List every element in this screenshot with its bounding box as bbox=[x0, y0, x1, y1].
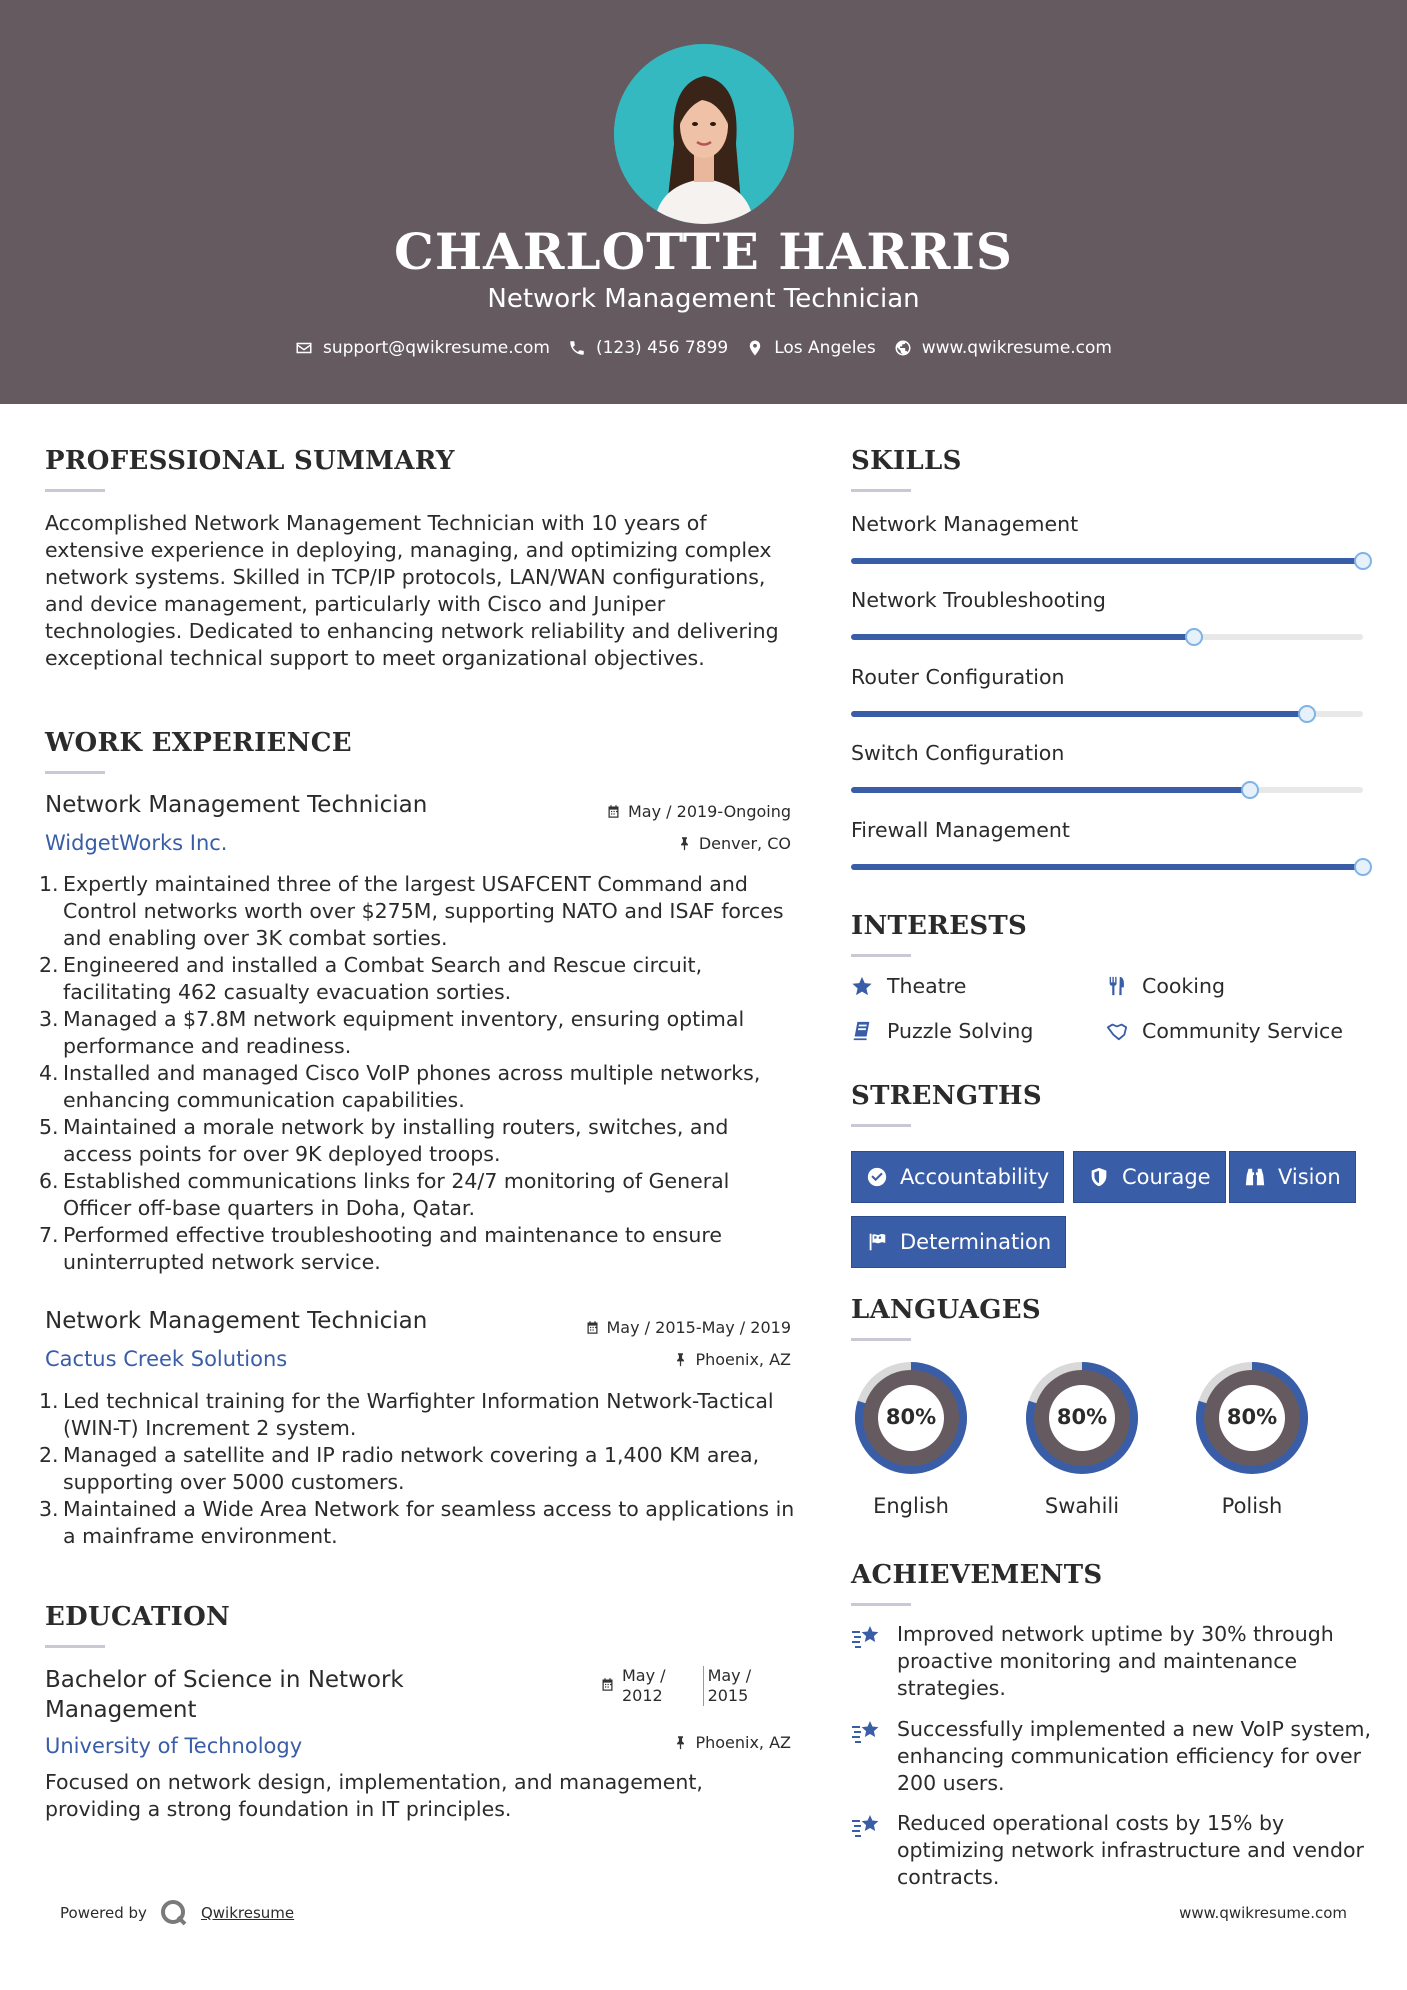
achievement-text: Successfully implemented a new VoIP system, enhancing communication efficiency for over 200 users. bbox=[897, 1717, 1372, 1795]
skill-label: Router Configuration bbox=[851, 665, 1065, 689]
contact-location-text: Los Angeles bbox=[774, 338, 876, 358]
language-name: Polish bbox=[1221, 1494, 1283, 1518]
interest-label: Community Service bbox=[1142, 1019, 1343, 1043]
skill-bar bbox=[851, 864, 1363, 870]
skills-divider bbox=[851, 489, 911, 492]
envelope-icon bbox=[295, 339, 313, 357]
education-end-month: May / bbox=[707, 1666, 752, 1685]
education-dates bbox=[600, 1666, 751, 1706]
contact-email[interactable] bbox=[295, 338, 550, 358]
summary-divider bbox=[45, 489, 105, 492]
utensils-icon bbox=[1106, 975, 1128, 997]
job-2-date bbox=[585, 1318, 792, 1337]
qwikresume-logo-icon bbox=[159, 1898, 189, 1928]
job-1-bullets bbox=[39, 871, 797, 1276]
language-percent: 80% bbox=[1056, 1405, 1108, 1429]
education-degree-line-1: Bachelor of Science in Network bbox=[45, 1667, 404, 1693]
list-item: 2. Managed a satellite and IP radio network covering a 1,400 KM area, supporting over 5000 customers. bbox=[39, 1443, 760, 1494]
list-item: 5. Maintained a morale network by installing routers, switches, and access points for over 9K deployed troops. bbox=[39, 1115, 729, 1166]
contact-location bbox=[746, 338, 876, 358]
contact-phone-text: (123) 456 7899 bbox=[595, 338, 729, 358]
achievement-item bbox=[851, 1716, 1371, 1797]
skill-bar-knob bbox=[1354, 858, 1372, 876]
contact-website[interactable] bbox=[894, 338, 1112, 358]
qwikresume-link[interactable]: Qwikresume bbox=[200, 1904, 295, 1922]
job-1-location bbox=[677, 834, 791, 853]
achievements-heading: ACHIEVEMENTS bbox=[851, 1560, 1103, 1590]
skill-bar-knob bbox=[1354, 552, 1372, 570]
strength-label: Determination bbox=[900, 1230, 1052, 1254]
contact-phone[interactable] bbox=[568, 338, 728, 358]
strengths-heading: STRENGTHS bbox=[851, 1081, 1042, 1111]
skill-label: Switch Configuration bbox=[851, 741, 1065, 765]
education-end bbox=[703, 1666, 752, 1706]
skill-bar-fill bbox=[851, 864, 1363, 870]
list-item: 1. Led technical training for the Warfighter Information Network-Tactical (WIN-T) Increment 2 system. bbox=[39, 1389, 774, 1440]
education-description: Focused on network design, implementation, and management, providing a strong foundation in IT principles. bbox=[45, 1770, 703, 1821]
job-2-location bbox=[673, 1350, 791, 1369]
strength-badge bbox=[1229, 1151, 1356, 1203]
book-icon bbox=[851, 1020, 873, 1042]
footer-website[interactable]: www.qwikresume.com bbox=[1179, 1904, 1347, 1922]
education-start bbox=[622, 1666, 666, 1706]
job-2-location-text: Phoenix, AZ bbox=[695, 1350, 791, 1369]
interest-item bbox=[1106, 974, 1225, 998]
list-item: 7. Performed effective troubleshooting and maintenance to ensure uninterrupted network service. bbox=[39, 1223, 722, 1274]
language-percent: 80% bbox=[885, 1405, 937, 1429]
strength-label: Accountability bbox=[900, 1165, 1050, 1189]
achievement-item bbox=[851, 1621, 1371, 1702]
list-item: 3. Managed a $7.8M network equipment inventory, ensuring optimal performance and readiness. bbox=[39, 1007, 745, 1058]
job-1-date-text: May / 2019-Ongoing bbox=[628, 802, 791, 821]
pushpin-icon bbox=[677, 836, 692, 851]
interest-item bbox=[851, 1019, 1033, 1043]
footer-powered-by bbox=[60, 1898, 294, 1928]
education-divider bbox=[45, 1645, 105, 1648]
achievement-text: Improved network uptime by 30% through proactive monitoring and maintenance strategies. bbox=[897, 1622, 1334, 1700]
summary-heading: PROFESSIONAL SUMMARY bbox=[45, 446, 455, 476]
interests-divider bbox=[851, 954, 911, 957]
globe-icon bbox=[894, 339, 912, 357]
check-circle-icon bbox=[866, 1166, 888, 1188]
strength-label: Vision bbox=[1278, 1165, 1341, 1189]
education-location bbox=[673, 1733, 791, 1752]
skill-bar-knob bbox=[1298, 705, 1316, 723]
skill-bar bbox=[851, 558, 1363, 564]
list-item: 1. Expertly maintained three of the largest USAFCENT Command and Control networks worth over $275M, supporting NATO and ISAF forces and enabling over 3K combat sorties. bbox=[39, 872, 784, 950]
profile-photo bbox=[614, 44, 794, 224]
education-end-year: 2015 bbox=[707, 1686, 749, 1705]
map-pin-icon bbox=[746, 339, 764, 357]
skill-bar-knob bbox=[1241, 781, 1259, 799]
skill-bar-fill bbox=[851, 711, 1307, 717]
language-percent: 80% bbox=[1226, 1405, 1278, 1429]
flag-icon bbox=[866, 1231, 888, 1253]
list-item: 3. Maintained a Wide Area Network for seamless access to applications in a mainframe environment. bbox=[39, 1497, 795, 1548]
pushpin-icon bbox=[673, 1352, 688, 1367]
list-item: 6. Established communications links for 24/7 monitoring of General Officer off-base quarters in Doha, Qatar. bbox=[39, 1169, 730, 1220]
education-degree bbox=[45, 1665, 404, 1725]
contact-bar bbox=[0, 338, 1407, 358]
binoculars-icon bbox=[1244, 1166, 1266, 1188]
resume-header bbox=[0, 0, 1407, 404]
skill-bar-fill bbox=[851, 558, 1363, 564]
job-2-date-text: May / 2015-May / 2019 bbox=[606, 1318, 791, 1337]
job-2-company[interactable]: Cactus Creek Solutions bbox=[45, 1347, 288, 1371]
shooting-star-icon bbox=[851, 1812, 883, 1840]
achievements-divider bbox=[851, 1603, 911, 1606]
summary-text: Accomplished Network Management Technician with 10 years of extensive experience in deploying, managing, and optimizing complex network systems. Skilled in TCP/IP protocols, LAN/WAN configurations, and device management, particularly with Cisco and Juniper technologies. Dedicated to enhancing network reliability and delivering exceptional technical support to meet organizational objectives. bbox=[45, 511, 779, 670]
list-item: 2. Engineered and installed a Combat Search and Rescue circuit, facilitating 462 casualty evacuation sorties. bbox=[39, 953, 703, 1004]
skill-bar bbox=[851, 787, 1363, 793]
powered-by-label: Powered by bbox=[60, 1904, 147, 1922]
experience-divider bbox=[45, 771, 105, 774]
interest-label: Cooking bbox=[1142, 974, 1225, 998]
shooting-star-icon bbox=[851, 1718, 883, 1746]
skill-bar bbox=[851, 711, 1363, 717]
job-2-role: Network Management Technician bbox=[45, 1308, 428, 1334]
interest-item bbox=[1106, 1019, 1343, 1043]
education-heading: EDUCATION bbox=[45, 1602, 231, 1632]
interests-heading: INTERESTS bbox=[851, 911, 1028, 941]
education-start-year: 2012 bbox=[622, 1686, 663, 1705]
skill-bar-fill bbox=[851, 634, 1194, 640]
skill-label: Firewall Management bbox=[851, 818, 1070, 842]
strength-badge bbox=[851, 1151, 1064, 1203]
strength-label: Courage bbox=[1122, 1165, 1211, 1189]
candidate-name: CHARLOTTE HARRIS bbox=[394, 222, 1013, 281]
language-name: Swahili bbox=[1044, 1494, 1120, 1518]
education-school[interactable]: University of Technology bbox=[45, 1734, 303, 1758]
education-start-month: May / bbox=[622, 1666, 666, 1685]
interest-item bbox=[851, 974, 966, 998]
language-name: English bbox=[873, 1494, 949, 1518]
languages-heading: LANGUAGES bbox=[851, 1295, 1041, 1325]
shield-icon bbox=[1088, 1166, 1110, 1188]
languages-divider bbox=[851, 1338, 911, 1341]
contact-website-text: www.qwikresume.com bbox=[921, 338, 1112, 358]
job-1-date bbox=[606, 802, 791, 821]
skills-heading: SKILLS bbox=[851, 446, 962, 476]
candidate-title: Network Management Technician bbox=[487, 284, 920, 314]
job-1-company[interactable]: WidgetWorks Inc. bbox=[45, 831, 228, 855]
job-1-location-text: Denver, CO bbox=[698, 834, 791, 853]
shooting-star-icon bbox=[851, 1623, 883, 1651]
interest-label: Theatre bbox=[887, 974, 967, 998]
job-1-role: Network Management Technician bbox=[45, 792, 428, 818]
achievement-item bbox=[851, 1810, 1371, 1891]
strengths-divider bbox=[851, 1124, 911, 1127]
star-icon bbox=[851, 975, 873, 997]
pushpin-icon bbox=[673, 1735, 688, 1750]
skill-label: Network Troubleshooting bbox=[851, 588, 1106, 612]
job-2-bullets bbox=[39, 1388, 797, 1550]
strength-badge bbox=[1073, 1151, 1226, 1203]
education-location-text: Phoenix, AZ bbox=[695, 1733, 791, 1752]
skill-label: Network Management bbox=[851, 512, 1079, 536]
calendar-icon bbox=[600, 1677, 615, 1692]
strength-badge bbox=[851, 1216, 1066, 1268]
skill-bar-fill bbox=[851, 787, 1250, 793]
person-portrait-icon bbox=[614, 44, 794, 224]
education-degree-line-2: Management bbox=[45, 1697, 197, 1723]
calendar-icon bbox=[606, 804, 621, 819]
skill-bar-knob bbox=[1185, 628, 1203, 646]
handshake-icon bbox=[1106, 1020, 1128, 1042]
contact-email-text: support@qwikresume.com bbox=[323, 338, 550, 358]
achievement-text: Reduced operational costs by 15% by optimizing network infrastructure and vendor contracts. bbox=[897, 1811, 1364, 1889]
experience-heading: WORK EXPERIENCE bbox=[45, 728, 352, 758]
interest-label: Puzzle Solving bbox=[887, 1019, 1034, 1043]
phone-icon bbox=[568, 339, 586, 357]
skill-bar bbox=[851, 634, 1363, 640]
list-item: 4. Installed and managed Cisco VoIP phones across multiple networks, enhancing communication capabilities. bbox=[39, 1061, 761, 1112]
calendar-icon bbox=[585, 1320, 600, 1335]
